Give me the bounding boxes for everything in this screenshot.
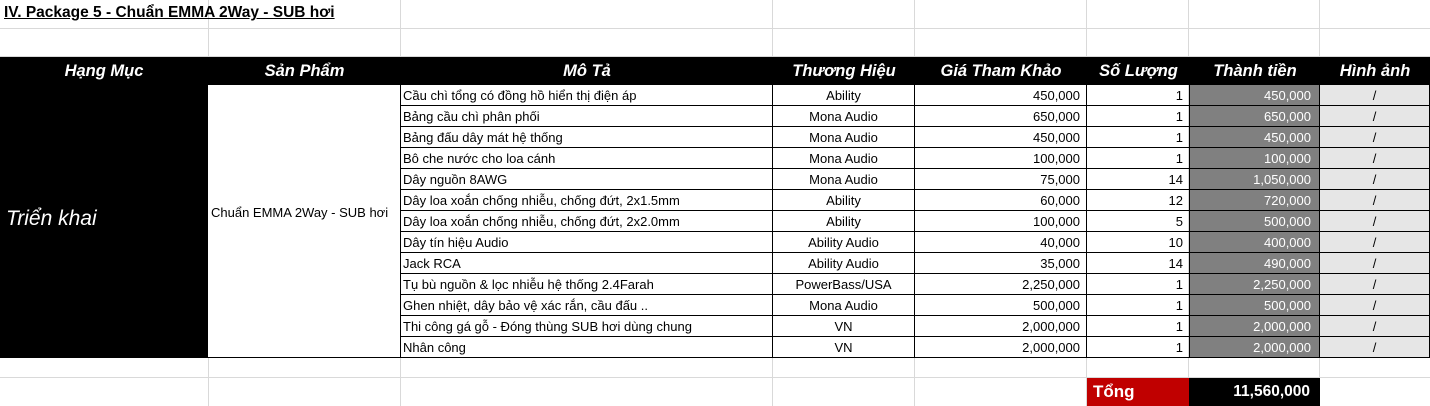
brand-cell[interactable]: VN bbox=[773, 337, 915, 358]
product-cell[interactable] bbox=[208, 85, 401, 358]
description-cell[interactable]: Dây nguồn 8AWG bbox=[401, 169, 773, 190]
price-cell[interactable]: 650,000 bbox=[915, 106, 1087, 127]
gridline bbox=[0, 28, 1430, 29]
total-cell[interactable]: 500,000 bbox=[1190, 211, 1320, 232]
brand-cell[interactable]: Ability Audio bbox=[773, 232, 915, 253]
image-cell[interactable]: / bbox=[1320, 85, 1430, 106]
description-cell[interactable]: Jack RCA bbox=[401, 253, 773, 274]
table-row bbox=[401, 295, 1430, 316]
price-cell[interactable]: 450,000 bbox=[915, 127, 1087, 148]
quantity-cell[interactable]: 1 bbox=[1087, 127, 1190, 148]
quantity-cell[interactable]: 1 bbox=[1087, 274, 1190, 295]
image-cell[interactable]: / bbox=[1320, 169, 1430, 190]
header-total[interactable]: Thành tiền bbox=[1213, 62, 1297, 80]
total-cell[interactable]: 720,000 bbox=[1190, 190, 1320, 211]
header-brand[interactable]: Thương Hiệu bbox=[792, 62, 896, 80]
header-product[interactable]: Sản Phẩm bbox=[264, 62, 345, 80]
brand-cell[interactable]: Mona Audio bbox=[773, 295, 915, 316]
total-cell[interactable]: 450,000 bbox=[1190, 127, 1320, 148]
price-cell[interactable]: 100,000 bbox=[915, 148, 1087, 169]
brand-cell[interactable]: Mona Audio bbox=[773, 169, 915, 190]
table-header bbox=[0, 57, 1430, 85]
total-cell[interactable]: 650,000 bbox=[1190, 106, 1320, 127]
brand-cell[interactable]: Mona Audio bbox=[773, 106, 915, 127]
price-cell[interactable]: 35,000 bbox=[915, 253, 1087, 274]
price-cell[interactable]: 60,000 bbox=[915, 190, 1087, 211]
table-row bbox=[401, 190, 1430, 211]
quantity-cell[interactable]: 5 bbox=[1087, 211, 1190, 232]
quantity-cell[interactable]: 1 bbox=[1087, 316, 1190, 337]
description-cell[interactable]: Dây loa xoắn chống nhiễu, chống đứt, 2x2.0mm bbox=[401, 211, 773, 232]
price-cell[interactable]: 40,000 bbox=[915, 232, 1087, 253]
table-row bbox=[401, 85, 1430, 106]
description-cell[interactable]: Cầu chì tổng có đồng hồ hiển thị điện áp bbox=[401, 85, 773, 106]
image-cell[interactable]: / bbox=[1320, 316, 1430, 337]
table-row bbox=[401, 274, 1430, 295]
quantity-cell[interactable]: 1 bbox=[1087, 337, 1190, 358]
description-cell[interactable]: Bảng đấu dây mát hệ thống bbox=[401, 127, 773, 148]
quantity-cell[interactable]: 14 bbox=[1087, 253, 1190, 274]
total-cell[interactable]: 400,000 bbox=[1190, 232, 1320, 253]
price-cell[interactable]: 2,000,000 bbox=[915, 337, 1087, 358]
price-cell[interactable]: 450,000 bbox=[915, 85, 1087, 106]
price-cell[interactable]: 75,000 bbox=[915, 169, 1087, 190]
quantity-cell[interactable]: 1 bbox=[1087, 295, 1190, 316]
total-cell[interactable]: 1,050,000 bbox=[1190, 169, 1320, 190]
description-cell[interactable]: Tụ bù nguồn & lọc nhiễu hệ thống 2.4Farah bbox=[401, 274, 773, 295]
image-cell[interactable]: / bbox=[1320, 295, 1430, 316]
quantity-cell[interactable]: 1 bbox=[1087, 85, 1190, 106]
quantity-cell[interactable]: 1 bbox=[1087, 148, 1190, 169]
description-cell[interactable]: Bô che nước cho loa cánh bbox=[401, 148, 773, 169]
table-row bbox=[401, 337, 1430, 358]
image-cell[interactable]: / bbox=[1320, 106, 1430, 127]
total-value[interactable]: 11,560,000 bbox=[1189, 378, 1320, 406]
description-cell[interactable]: Thi công gá gỗ - Đóng thùng SUB hơi dùng chung bbox=[401, 316, 773, 337]
price-cell[interactable]: 2,250,000 bbox=[915, 274, 1087, 295]
total-cell[interactable]: 2,000,000 bbox=[1190, 316, 1320, 337]
image-cell[interactable]: / bbox=[1320, 148, 1430, 169]
table-row bbox=[401, 106, 1430, 127]
image-cell[interactable]: / bbox=[1320, 190, 1430, 211]
description-cell[interactable]: Bảng cầu chì phân phối bbox=[401, 106, 773, 127]
description-cell[interactable]: Dây tín hiệu Audio bbox=[401, 232, 773, 253]
price-cell[interactable]: 100,000 bbox=[915, 211, 1087, 232]
category-cell[interactable] bbox=[0, 85, 208, 358]
brand-cell[interactable]: Ability bbox=[773, 211, 915, 232]
brand-cell[interactable]: Mona Audio bbox=[773, 148, 915, 169]
price-cell[interactable]: 500,000 bbox=[915, 295, 1087, 316]
total-cell[interactable]: 2,000,000 bbox=[1190, 337, 1320, 358]
table-row bbox=[401, 169, 1430, 190]
image-cell[interactable]: / bbox=[1320, 232, 1430, 253]
description-cell[interactable]: Nhân công bbox=[401, 337, 773, 358]
brand-cell[interactable]: Mona Audio bbox=[773, 127, 915, 148]
total-cell[interactable]: 500,000 bbox=[1190, 295, 1320, 316]
total-cell[interactable]: 450,000 bbox=[1190, 85, 1320, 106]
image-cell[interactable]: / bbox=[1320, 211, 1430, 232]
sheet-title: IV. Package 5 - Chuẩn EMMA 2Way - SUB hơi bbox=[4, 4, 335, 21]
header-image[interactable]: Hình ảnh bbox=[1339, 62, 1411, 80]
table-row bbox=[401, 127, 1430, 148]
quantity-cell[interactable]: 10 bbox=[1087, 232, 1190, 253]
brand-cell[interactable]: Ability Audio bbox=[773, 253, 915, 274]
total-cell[interactable]: 2,250,000 bbox=[1190, 274, 1320, 295]
brand-cell[interactable]: VN bbox=[773, 316, 915, 337]
total-label[interactable]: Tổng bbox=[1087, 378, 1189, 406]
header-quantity[interactable]: Số Lượng bbox=[1099, 62, 1178, 80]
table-row bbox=[401, 148, 1430, 169]
brand-cell[interactable]: Ability bbox=[773, 85, 915, 106]
table-row bbox=[401, 253, 1430, 274]
quantity-cell[interactable]: 1 bbox=[1087, 106, 1190, 127]
header-description[interactable]: Mô Tả bbox=[563, 62, 611, 80]
image-cell[interactable]: / bbox=[1320, 337, 1430, 358]
image-cell[interactable]: / bbox=[1320, 253, 1430, 274]
brand-cell[interactable]: PowerBass/USA bbox=[773, 274, 915, 295]
table-row bbox=[401, 232, 1430, 253]
category-label: Triển khai bbox=[6, 207, 97, 230]
table-row bbox=[401, 211, 1430, 232]
price-cell[interactable]: 2,000,000 bbox=[915, 316, 1087, 337]
image-cell[interactable]: / bbox=[1320, 127, 1430, 148]
image-cell[interactable]: / bbox=[1320, 274, 1430, 295]
total-cell[interactable]: 490,000 bbox=[1190, 253, 1320, 274]
header-price[interactable]: Giá Tham Khảo bbox=[940, 62, 1062, 80]
brand-cell[interactable]: Ability bbox=[773, 190, 915, 211]
description-cell[interactable]: Ghen nhiệt, dây bảo vệ xác rắn, cầu đấu .. bbox=[401, 295, 773, 316]
product-label: Chuẩn EMMA 2Way - SUB hơi bbox=[211, 205, 389, 220]
table-row bbox=[401, 316, 1430, 337]
header-category[interactable]: Hạng Mục bbox=[64, 62, 144, 80]
quantity-cell[interactable]: 14 bbox=[1087, 169, 1190, 190]
total-cell[interactable]: 100,000 bbox=[1190, 148, 1320, 169]
quantity-cell[interactable]: 12 bbox=[1087, 190, 1190, 211]
description-cell[interactable]: Dây loa xoắn chống nhiễu, chống đứt, 2x1.5mm bbox=[401, 190, 773, 211]
